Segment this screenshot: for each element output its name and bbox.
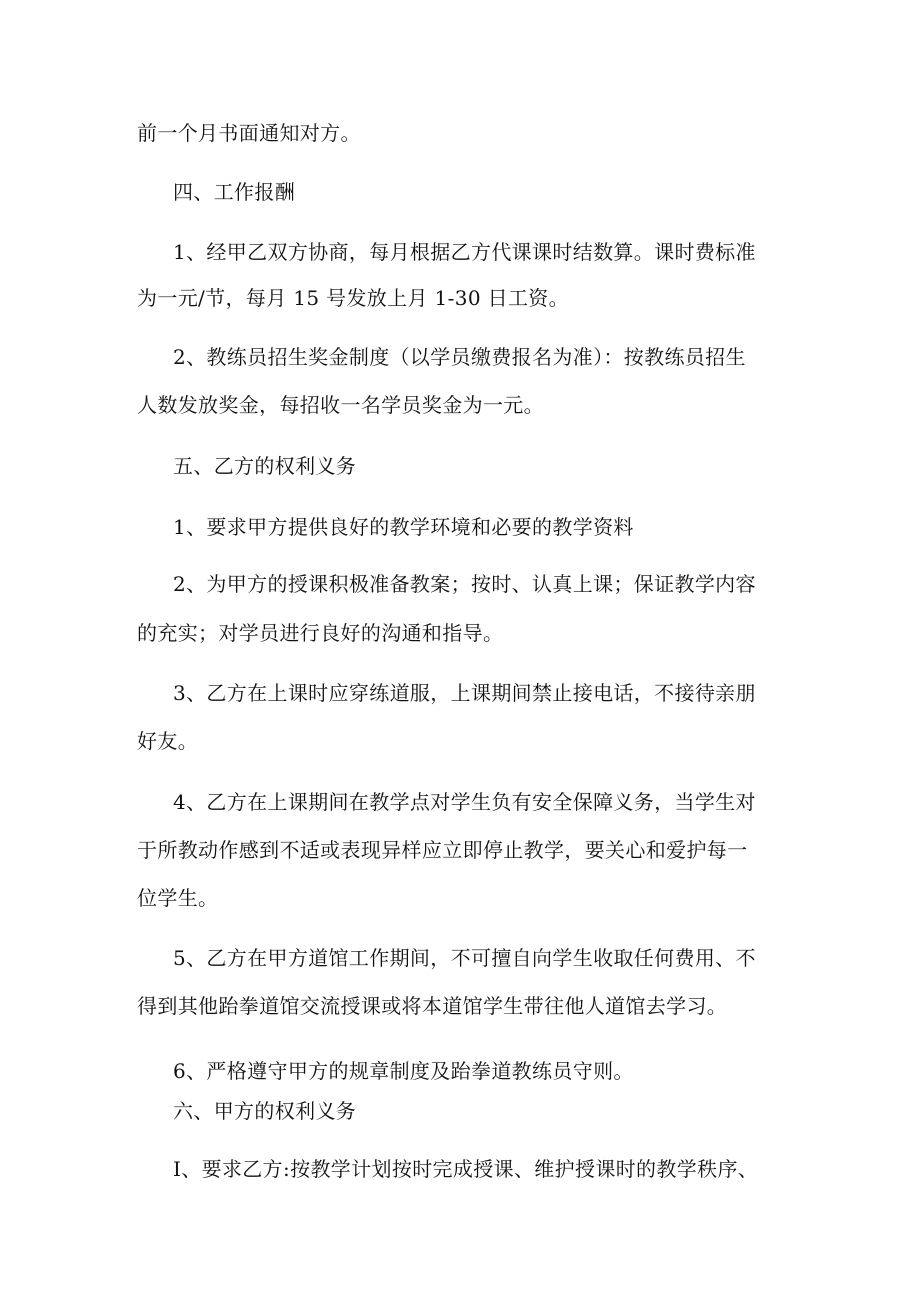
paragraph-line: 人数发放奖金，每招收一名学员奖金为一元。 — [137, 393, 544, 417]
paragraph-line: 1、要求甲方提供良好的教学环境和必要的教学资料 — [173, 515, 634, 539]
paragraph-line: 位学生。 — [137, 886, 219, 910]
paragraph-line: 6、严格遵守甲方的规章制度及跆拳道教练员守则。 — [173, 1059, 634, 1083]
paragraph-line: 5、乙方在甲方道馆工作期间，不可擅自向学生收取任何费用、不 — [173, 946, 756, 970]
paragraph-line: 好友。 — [137, 729, 199, 753]
paragraph-line: 2、教练员招生奖金制度（以学员缴费报名为准）：按教练员招生 — [173, 345, 746, 369]
paragraph-line: I、要求乙方:按教学计划按时完成授课、维护授课时的教学秩序、 — [173, 1157, 759, 1181]
paragraph-line: 4、乙方在上课期间在教学点对学生负有安全保障义务，当学生对 — [173, 790, 756, 814]
paragraph-line: 1、经甲乙双方协商，每月根据乙方代课课时结数算。课时费标准 — [173, 240, 756, 264]
section-heading-5: 五、乙方的权利义务 — [173, 454, 357, 478]
paragraph-line: 为一元/节，每月 15 号发放上月 1-30 日工资。 — [137, 286, 569, 310]
paragraph-line: 3、乙方在上课时应穿练道服，上课期间禁止接电话，不接待亲朋 — [173, 681, 756, 705]
section-heading-4: 四、工作报酬 — [173, 180, 296, 204]
paragraph-line: 于所教动作感到不适或表现异样应立即停止教学，要关心和爱护每一 — [137, 838, 748, 862]
paragraph-line: 的充实；对学员进行良好的沟通和指导。 — [137, 621, 504, 645]
paragraph-line: 2、为甲方的授课积极准备教案；按时、认真上课；保证教学内容 — [173, 572, 756, 596]
paragraph-line: 得到其他跆拳道馆交流授课或将本道馆学生带往他人道馆去学习。 — [137, 994, 728, 1018]
paragraph-line: 前一个月书面通知对方。 — [137, 121, 361, 145]
section-heading-6: 六、甲方的权利义务 — [173, 1099, 357, 1123]
